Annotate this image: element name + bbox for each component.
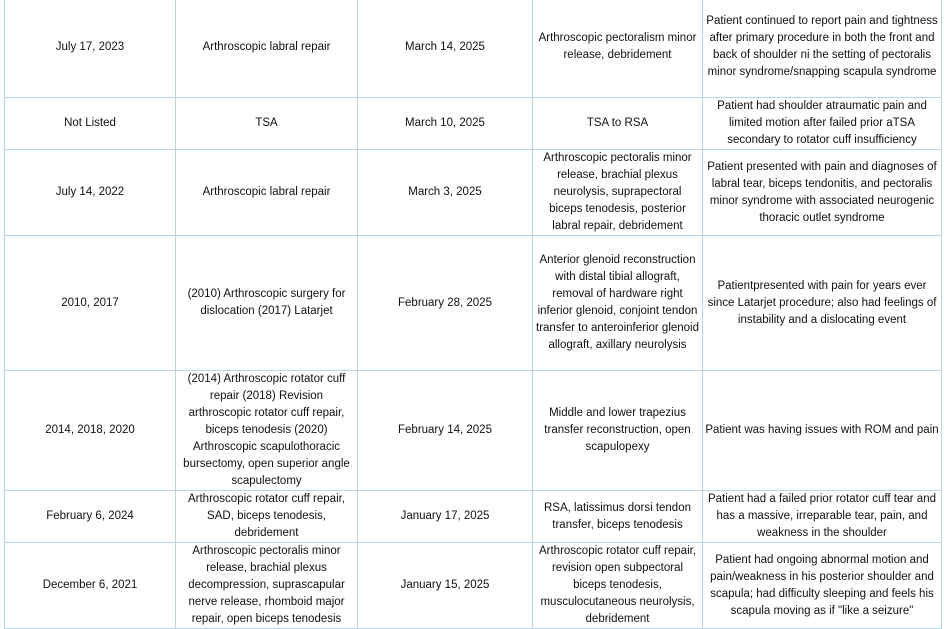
table-row: [5, 543, 942, 629]
prior-surgery-date-cell: July 14, 2022: [5, 150, 176, 236]
table-row: [5, 491, 942, 543]
table-row: [5, 150, 942, 236]
revision-procedure-cell: Arthroscopic rotator cuff repair, revision open subpectoral biceps tenodesis, musculocutaneous neurolysis, debridement: [533, 543, 703, 629]
revision-date-cell: January 17, 2025: [358, 491, 533, 543]
prior-surgery-date-cell: Not Listed: [5, 98, 176, 150]
revision-date-cell: March 10, 2025: [358, 98, 533, 150]
prior-surgery-date-cell: December 6, 2021: [5, 543, 176, 629]
revision-date-cell: January 15, 2025: [358, 543, 533, 629]
table-row: [5, 371, 942, 491]
surgery-table: [4, 0, 942, 629]
prior-procedure-cell: TSA: [176, 98, 358, 150]
table-row: [5, 0, 942, 98]
prior-surgery-date-cell: 2014, 2018, 2020: [5, 371, 176, 491]
prior-surgery-date-cell: 2010, 2017: [5, 236, 176, 371]
indication-cell: Patient continued to report pain and tightness after primary procedure in both the front and back of shoulder ni the setting of pectoralis minor syndrome/snapping scapula syndrome: [703, 0, 942, 98]
revision-procedure-cell: Arthroscopic pectoralis minor release, brachial plexus neurolysis, suprapectoral biceps tenodesis, posterior labral repair, debridement: [533, 150, 703, 236]
indication-cell: Patient had shoulder atraumatic pain and limited motion after failed prior aTSA secondary to rotator cuff insufficiency: [703, 98, 942, 150]
indication-cell: Patient had ongoing abnormal motion and pain/weakness in his posterior shoulder and scapula; had difficulty sleeping and feels his scapula moving as if "like a seizure": [703, 543, 942, 629]
prior-procedure-cell: (2010) Arthroscopic surgery for dislocation (2017) Latarjet: [176, 236, 358, 371]
prior-procedure-cell: (2014) Arthroscopic rotator cuff repair (2018) Revision arthroscopic rotator cuff repair, biceps tenodesis (2020) Arthroscopic scapulothoracic bursectomy, open superior angle scapulectomy: [176, 371, 358, 491]
prior-procedure-cell: Arthroscopic rotator cuff repair, SAD, biceps tenodesis, debridement: [176, 491, 358, 543]
prior-surgery-date-cell: July 17, 2023: [5, 0, 176, 98]
revision-date-cell: February 28, 2025: [358, 236, 533, 371]
prior-procedure-cell: Arthroscopic pectoralis minor release, brachial plexus decompression, suprascapular nerve release, rhomboid major repair, open biceps tenodesis: [176, 543, 358, 629]
revision-procedure-cell: Arthroscopic pectoralism minor release, debridement: [533, 0, 703, 98]
indication-cell: Patient presented with pain and diagnoses of labral tear, biceps tendonitis, and pectoralis minor syndrome with associated neurogenic thoracic outlet syndrome: [703, 150, 942, 236]
indication-cell: Patient had a failed prior rotator cuff tear and has a massive, irreparable tear, pain, and weakness in the shoulder: [703, 491, 942, 543]
table-row: [5, 98, 942, 150]
revision-date-cell: February 14, 2025: [358, 371, 533, 491]
revision-procedure-cell: RSA, latissimus dorsi tendon transfer, biceps tenodesis: [533, 491, 703, 543]
revision-date-cell: March 3, 2025: [358, 150, 533, 236]
table-row: [5, 236, 942, 371]
revision-date-cell: March 14, 2025: [358, 0, 533, 98]
revision-procedure-cell: Anterior glenoid reconstruction with distal tibial allograft, removal of hardware right inferior glenoid, conjoint tendon transfer to anteroinferior glenoid allograft, axillary neurolysis: [533, 236, 703, 371]
indication-cell: Patient was having issues with ROM and pain: [703, 371, 942, 491]
revision-procedure-cell: TSA to RSA: [533, 98, 703, 150]
prior-procedure-cell: Arthroscopic labral repair: [176, 0, 358, 98]
prior-surgery-date-cell: February 6, 2024: [5, 491, 176, 543]
prior-procedure-cell: Arthroscopic labral repair: [176, 150, 358, 236]
indication-cell: Patientpresented with pain for years ever since Latarjet procedure; also had feelings of instability and a dislocating event: [703, 236, 942, 371]
revision-procedure-cell: Middle and lower trapezius transfer reconstruction, open scapulopexy: [533, 371, 703, 491]
